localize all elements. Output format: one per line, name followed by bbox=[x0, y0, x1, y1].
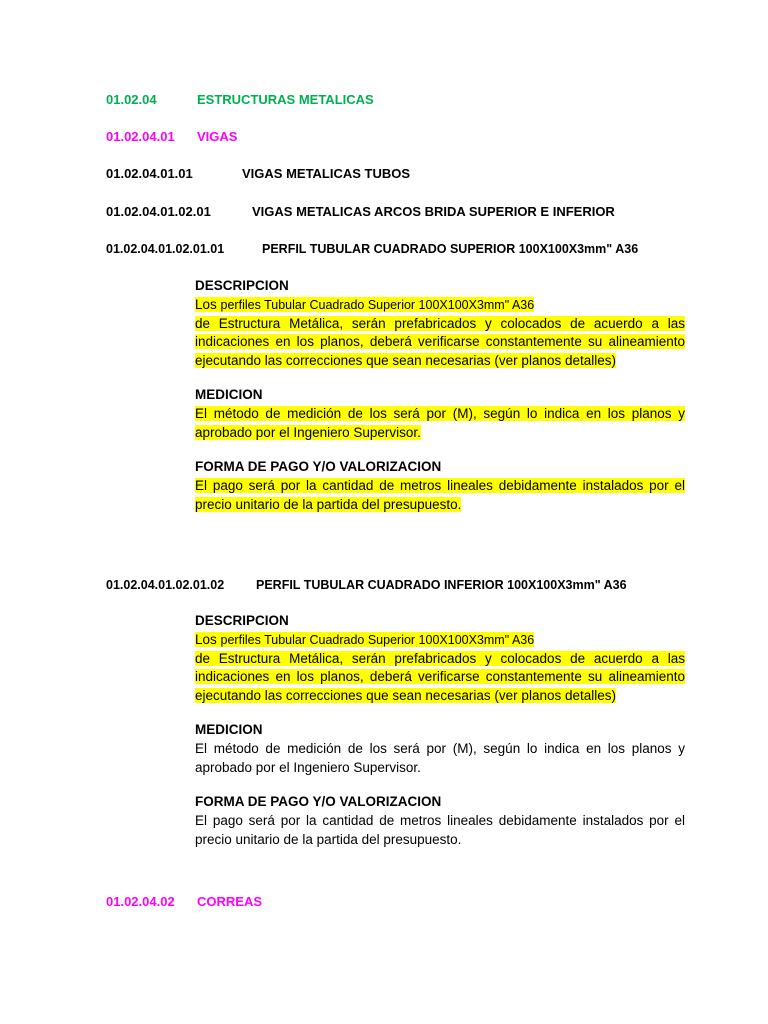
descripcion-line: indicaciones en los planos, deberá verificarse constantemente su alineamiento bbox=[195, 669, 685, 684]
heading-title-perfil-inferior: PERFIL TUBULAR CUADRADO INFERIOR 100X100X3mm" A36 bbox=[256, 578, 627, 592]
medicion-line: El método de medición de los será por (M), según lo indica en los planos y bbox=[195, 741, 685, 756]
medicion-line: aprobado por el Ingeniero Supervisor. bbox=[195, 424, 421, 440]
section-perfil-inferior bbox=[195, 612, 685, 849]
descripcion-title: DESCRIPCION bbox=[195, 613, 289, 628]
descripcion-title: DESCRIPCION bbox=[195, 278, 289, 293]
heading-code-vigas-tubos: 01.02.04.01.01 bbox=[106, 166, 193, 181]
descripcion-prefix: Los bbox=[195, 632, 221, 647]
forma-pago-line: precio unitario de la partida del presupuesto. bbox=[195, 496, 462, 512]
medicion-title: MEDICION bbox=[195, 722, 263, 737]
heading-code-perfil-superior: 01.02.04.01.02.01.01 bbox=[106, 242, 225, 256]
section-perfil-superior bbox=[195, 277, 685, 514]
forma-pago-line: El pago será por la cantidad de metros lineales debidamente instalados por el bbox=[195, 478, 685, 493]
descripcion-line: de Estructura Metálica, serán prefabricados y colocados de acuerdo a las bbox=[195, 315, 685, 331]
medicion-line: El método de medición de los será por (M), según lo indica en los planos y bbox=[195, 406, 685, 421]
descripcion-line: ejecutando las correcciones que sean necesarias (ver planos detalles) bbox=[195, 352, 616, 368]
heading-title-vigas-tubos: VIGAS METALICAS TUBOS bbox=[242, 166, 411, 181]
heading-title-correas: CORREAS bbox=[197, 894, 263, 909]
heading-title-estructuras: ESTRUCTURAS METALICAS bbox=[197, 92, 374, 107]
descripcion-line: ejecutando las correcciones que sean necesarias (ver planos detalles) bbox=[195, 687, 616, 703]
forma-pago-line: precio unitario de la partida del presupuesto. bbox=[195, 831, 462, 847]
medicion-line: aprobado por el Ingeniero Supervisor. bbox=[195, 759, 421, 775]
heading-title-vigas-arcos: VIGAS METALICAS ARCOS BRIDA SUPERIOR E INFERIOR bbox=[252, 204, 615, 219]
descripcion-prefix: Los bbox=[195, 297, 221, 312]
medicion-title: MEDICION bbox=[195, 387, 263, 402]
forma-pago-title: FORMA DE PAGO Y/O VALORIZACION bbox=[195, 794, 442, 809]
heading-code-estructuras: 01.02.04 bbox=[106, 92, 157, 107]
descripcion-product: perfiles Tubular Cuadrado Superior 100X100X3mm" A36 bbox=[220, 633, 535, 647]
descripcion-line bbox=[195, 296, 685, 315]
forma-pago-title: FORMA DE PAGO Y/O VALORIZACION bbox=[195, 459, 442, 474]
descripcion-line bbox=[195, 631, 685, 650]
descripcion-line: de Estructura Metálica, serán prefabricados y colocados de acuerdo a las bbox=[195, 650, 685, 666]
heading-code-perfil-inferior: 01.02.04.01.02.01.02 bbox=[106, 578, 225, 592]
heading-code-vigas-arcos: 01.02.04.01.02.01 bbox=[106, 204, 211, 219]
forma-pago-line: El pago será por la cantidad de metros lineales debidamente instalados por el bbox=[195, 813, 685, 828]
heading-title-vigas: VIGAS bbox=[197, 129, 238, 144]
heading-title-perfil-superior: PERFIL TUBULAR CUADRADO SUPERIOR 100X100X3mm" A36 bbox=[262, 242, 639, 256]
heading-code-correas: 01.02.04.02 bbox=[106, 894, 175, 909]
heading-code-vigas: 01.02.04.01 bbox=[106, 129, 175, 144]
descripcion-line: indicaciones en los planos, deberá verificarse constantemente su alineamiento bbox=[195, 334, 685, 349]
descripcion-product: perfiles Tubular Cuadrado Superior 100X100X3mm" A36 bbox=[220, 298, 535, 312]
